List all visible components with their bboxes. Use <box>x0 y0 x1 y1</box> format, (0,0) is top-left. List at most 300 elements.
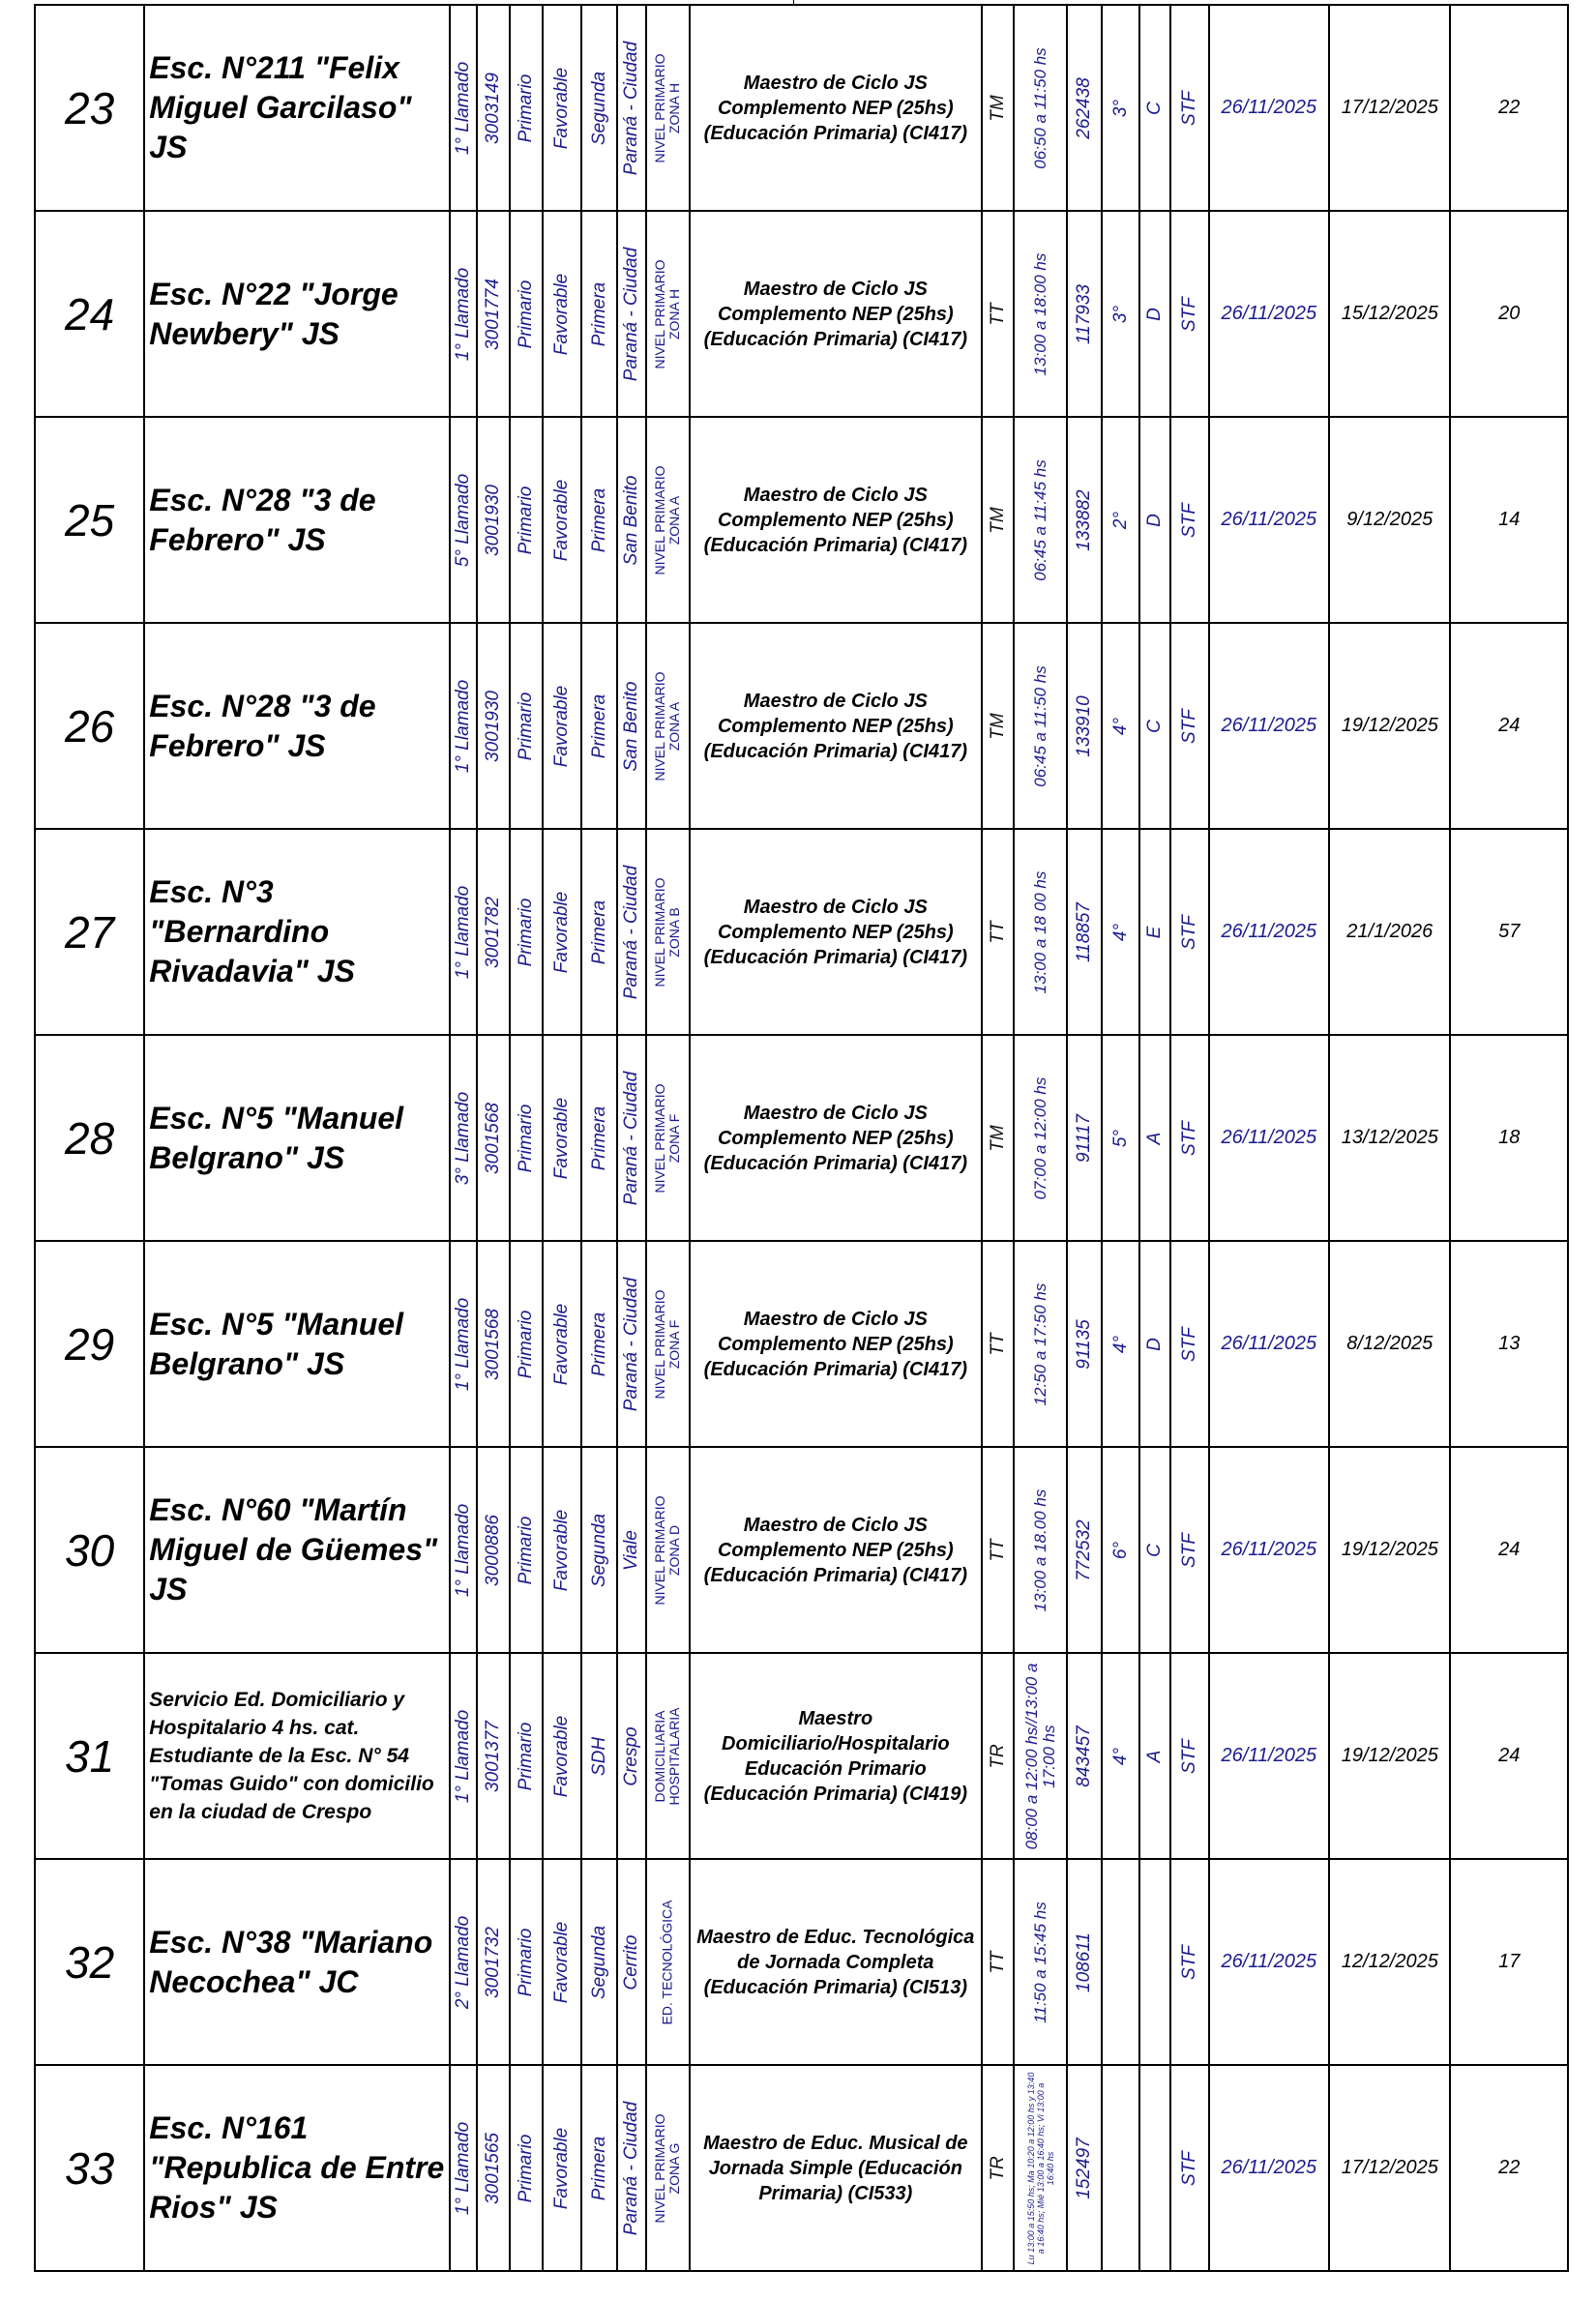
aptitude-text: Favorable <box>551 891 573 973</box>
row-number: 32 <box>35 1859 144 2065</box>
category-text: Primera <box>588 281 609 346</box>
category-text: Primera <box>588 899 609 964</box>
days-count: 20 <box>1450 211 1568 417</box>
zone-level-text: NIVEL PRIMARIO <box>652 258 668 369</box>
llamado-text: 1° Llamado <box>453 1297 474 1391</box>
llamado-text: 1° Llamado <box>453 1503 474 1597</box>
llamado-text: 1° Llamado <box>453 267 474 361</box>
division-text: D <box>1144 307 1166 321</box>
cell-schedule <box>1014 2065 1067 2271</box>
zone-level-text: NIVEL PRIMARIO <box>652 52 668 163</box>
cell-aptitude <box>543 1035 581 1241</box>
days-count: 24 <box>1450 1653 1568 1859</box>
cell-cuil <box>1067 829 1102 1035</box>
school-name: Esc. N°161 "Republica de Entre Rios" JS <box>144 2065 450 2271</box>
publication-date: 26/11/2025 <box>1209 623 1329 829</box>
category-text: Segunda <box>588 1513 609 1587</box>
school-name: Esc. N°5 "Manuel Belgrano" JS <box>144 1241 450 1447</box>
category-text: Primera <box>588 2136 609 2200</box>
cell-division <box>1139 1241 1170 1447</box>
cell-schedule <box>1014 1241 1067 1447</box>
zone-name-text: ZONA H <box>666 288 683 339</box>
publication-date: 26/11/2025 <box>1209 1035 1329 1241</box>
cell-turno <box>982 2065 1014 2271</box>
division-text: A <box>1144 1132 1166 1144</box>
aptitude-text: Favorable <box>551 685 573 767</box>
days-count: 22 <box>1450 5 1568 211</box>
grade-text: 2° <box>1109 511 1131 529</box>
cell-schedule <box>1014 1447 1067 1653</box>
school-name: Esc. N°22 "Jorge Newbery" JS <box>144 211 450 417</box>
cell-grade <box>1102 1241 1138 1447</box>
cell-turno <box>982 1241 1014 1447</box>
cell-situation <box>1170 1447 1208 1653</box>
zone-text <box>653 1289 682 1399</box>
zone-level-text: ED. TECNOLÓGICA <box>659 1900 675 2024</box>
table-row <box>35 1035 1568 1241</box>
cell-division <box>1139 1859 1170 2065</box>
cell-level <box>510 829 543 1035</box>
cell-llamado <box>450 829 477 1035</box>
situation-text: STF <box>1178 90 1199 126</box>
division-text: C <box>1144 719 1166 733</box>
days-count: 24 <box>1450 1447 1568 1653</box>
cell-zone <box>646 829 690 1035</box>
level-text: Primario <box>515 74 536 142</box>
cell-situation <box>1170 417 1208 623</box>
table-row <box>35 417 1568 623</box>
publication-date: 26/11/2025 <box>1209 211 1329 417</box>
cell-location <box>617 1859 646 2065</box>
location-text: Cerrito <box>620 1933 641 1990</box>
publication-date: 26/11/2025 <box>1209 5 1329 211</box>
closing-date: 19/12/2025 <box>1329 1447 1450 1653</box>
zone-name-text: ZONA H <box>666 82 683 133</box>
situation-text: STF <box>1178 502 1199 538</box>
cell-code <box>477 1859 509 2065</box>
situation-text: STF <box>1178 1120 1199 1156</box>
position-title: Maestro Domiciliario/Hospitalario Educación Primario (Educación Primaria) (CI419) <box>690 1653 982 1859</box>
cell-grade <box>1102 2065 1138 2271</box>
cell-location <box>617 417 646 623</box>
location-text: San Benito <box>620 475 641 565</box>
cell-grade <box>1102 1447 1138 1653</box>
zone-name-text: ZONA B <box>666 906 683 958</box>
days-count: 17 <box>1450 1859 1568 2065</box>
turno-text: TT <box>987 302 1008 326</box>
position-title: Maestro de Ciclo JS Complemento NEP (25hs) (Educación Primaria) (CI417) <box>690 1035 982 1241</box>
cell-schedule <box>1014 211 1067 417</box>
cell-grade <box>1102 417 1138 623</box>
location-text: Paraná - Ciudad <box>620 865 641 999</box>
aptitude-text: Favorable <box>551 2127 573 2209</box>
category-text: Primera <box>588 487 609 552</box>
cell-schedule <box>1014 1035 1067 1241</box>
cell-situation <box>1170 211 1208 417</box>
cell-code <box>477 1653 509 1859</box>
cell-zone <box>646 1035 690 1241</box>
cell-schedule <box>1014 1653 1067 1859</box>
publication-date: 26/11/2025 <box>1209 1859 1329 2065</box>
grade-text: 6° <box>1109 1541 1131 1559</box>
llamado-text: 1° Llamado <box>453 885 474 979</box>
schedule-text: 06:45 a 11:45 hs <box>1030 458 1049 581</box>
cell-schedule <box>1014 5 1067 211</box>
publication-date: 26/11/2025 <box>1209 2065 1329 2271</box>
cell-category <box>581 1859 616 2065</box>
cell-division <box>1139 829 1170 1035</box>
grade-text: 3° <box>1109 305 1131 323</box>
cell-cuil <box>1067 1859 1102 2065</box>
cell-aptitude <box>543 829 581 1035</box>
position-title: Maestro de Ciclo JS Complemento NEP (25hs) (Educación Primaria) (CI417) <box>690 211 982 417</box>
cell-llamado <box>450 1859 477 2065</box>
grade-text: 3° <box>1109 99 1131 117</box>
turno-text: TM <box>987 1124 1008 1152</box>
cell-cuil <box>1067 2065 1102 2271</box>
turno-text: TM <box>987 94 1008 122</box>
cell-situation <box>1170 1241 1208 1447</box>
closing-date: 21/1/2026 <box>1329 829 1450 1035</box>
closing-date: 17/12/2025 <box>1329 2065 1450 2271</box>
closing-date: 19/12/2025 <box>1329 623 1450 829</box>
llamado-text: 2° Llamado <box>453 1915 474 2009</box>
llamado-text: 5° Llamado <box>453 473 474 567</box>
zone-text <box>653 465 682 575</box>
location-text: Crespo <box>620 1725 641 1786</box>
turno-text: TR <box>987 1743 1008 1769</box>
cell-aptitude <box>543 1447 581 1653</box>
cell-category <box>581 417 616 623</box>
position-title: Maestro de Ciclo JS Complemento NEP (25hs) (Educación Primaria) (CI417) <box>690 623 982 829</box>
rows-body <box>35 5 1568 2271</box>
level-text: Primario <box>515 1310 536 1378</box>
schedule-text: 13:00 a 18.00 hs <box>1030 1489 1049 1611</box>
cell-llamado <box>450 1653 477 1859</box>
cuil-text: 91117 <box>1074 1113 1095 1163</box>
cell-location <box>617 5 646 211</box>
cell-category <box>581 1035 616 1241</box>
cell-turno <box>982 829 1014 1035</box>
division-text: A <box>1144 1750 1166 1762</box>
row-number: 30 <box>35 1447 144 1653</box>
zone-name-text: ZONA F <box>666 1319 683 1369</box>
row-number: 28 <box>35 1035 144 1241</box>
cell-category <box>581 1447 616 1653</box>
publication-date: 26/11/2025 <box>1209 1653 1329 1859</box>
situation-text: STF <box>1178 1738 1199 1774</box>
cell-location <box>617 211 646 417</box>
code-text: 3001782 <box>482 896 503 968</box>
position-title: Maestro de Ciclo JS Complemento NEP (25hs) (Educación Primaria) (CI417) <box>690 1447 982 1653</box>
cell-division <box>1139 1653 1170 1859</box>
code-text: 3001930 <box>482 484 503 556</box>
cell-division <box>1139 417 1170 623</box>
school-name: Esc. N°211 "Felix Miguel Garcilaso" JS <box>144 5 450 211</box>
zone-name-text: ZONA G <box>666 2142 683 2194</box>
cell-cuil <box>1067 417 1102 623</box>
cell-situation <box>1170 623 1208 829</box>
zone-name-text: ZONA F <box>666 1113 683 1163</box>
cell-category <box>581 2065 616 2271</box>
publication-date: 26/11/2025 <box>1209 829 1329 1035</box>
cuil-text: 133882 <box>1074 488 1095 551</box>
row-number: 27 <box>35 829 144 1035</box>
cell-zone <box>646 5 690 211</box>
turno-text: TT <box>987 1950 1008 1974</box>
table-row <box>35 1859 1568 2065</box>
table-row <box>35 1447 1568 1653</box>
code-text: 3001568 <box>482 1308 503 1380</box>
category-text: Primera <box>588 1106 609 1170</box>
aptitude-text: Favorable <box>551 1921 573 2003</box>
cell-turno <box>982 5 1014 211</box>
cuil-text: 772532 <box>1074 1519 1095 1581</box>
position-title: Maestro de Ciclo JS Complemento NEP (25hs) (Educación Primaria) (CI417) <box>690 829 982 1035</box>
days-count: 14 <box>1450 417 1568 623</box>
llamado-text: 1° Llamado <box>453 1709 474 1803</box>
days-count: 24 <box>1450 623 1568 829</box>
llamado-text: 1° Llamado <box>453 679 474 773</box>
turno-text: TR <box>987 2155 1008 2181</box>
cuil-text: 262438 <box>1074 76 1095 139</box>
division-text: C <box>1144 1543 1166 1557</box>
row-number: 26 <box>35 623 144 829</box>
schedule-text: 13:00 a 18 00 hs <box>1030 870 1049 993</box>
code-text: 3001377 <box>482 1720 503 1792</box>
turno-text: TM <box>987 712 1008 740</box>
position-title: Maestro de Educ. Musical de Jornada Simple (Educación Primaria) (CI533) <box>690 2065 982 2271</box>
zone-text <box>653 877 682 987</box>
location-text: Paraná - Ciudad <box>620 247 641 381</box>
cell-grade <box>1102 1653 1138 1859</box>
division-text: D <box>1144 1337 1166 1351</box>
category-text: Primera <box>588 1312 609 1376</box>
turno-text: TT <box>987 920 1008 944</box>
table-row <box>35 829 1568 1035</box>
cell-grade <box>1102 829 1138 1035</box>
zone-text <box>653 2113 682 2223</box>
cell-grade <box>1102 5 1138 211</box>
school-name: Esc. N°5 "Manuel Belgrano" JS <box>144 1035 450 1241</box>
zone-level-text: DOMICILIARIA <box>652 1710 668 1802</box>
location-text: Paraná - Ciudad <box>620 41 641 175</box>
division-text: E <box>1144 926 1166 938</box>
cell-aptitude <box>543 1653 581 1859</box>
cell-zone <box>646 623 690 829</box>
schedule-text: 12:50 a 17:50 hs <box>1030 1283 1049 1405</box>
cell-schedule <box>1014 829 1067 1035</box>
cell-turno <box>982 623 1014 829</box>
cell-cuil <box>1067 211 1102 417</box>
category-text: SDH <box>588 1736 609 1776</box>
zone-level-text: NIVEL PRIMARIO <box>652 1494 668 1606</box>
days-count: 22 <box>1450 2065 1568 2271</box>
zone-name-text: HOSPITALARIA <box>666 1707 683 1805</box>
zone-text <box>653 671 682 781</box>
cell-code <box>477 5 509 211</box>
cell-situation <box>1170 829 1208 1035</box>
position-title: Maestro de Ciclo JS Complemento NEP (25hs) (Educación Primaria) (CI417) <box>690 5 982 211</box>
cell-grade <box>1102 1859 1138 2065</box>
level-text: Primario <box>515 1516 536 1584</box>
situation-text: STF <box>1178 1326 1199 1362</box>
cell-aptitude <box>543 417 581 623</box>
aptitude-text: Favorable <box>551 1097 573 1179</box>
vacancies-table <box>34 4 1569 2272</box>
situation-text: STF <box>1178 914 1199 950</box>
position-title: Maestro de Educ. Tecnológica de Jornada Completa (Educación Primaria) (CI513) <box>690 1859 982 2065</box>
closing-date: 13/12/2025 <box>1329 1035 1450 1241</box>
cell-location <box>617 623 646 829</box>
category-text: Segunda <box>588 1925 609 1999</box>
cell-division <box>1139 2065 1170 2271</box>
cell-llamado <box>450 623 477 829</box>
cell-level <box>510 417 543 623</box>
cell-code <box>477 623 509 829</box>
zone-level-text: NIVEL PRIMARIO <box>652 464 668 575</box>
cell-turno <box>982 1859 1014 2065</box>
code-text: 3000886 <box>482 1514 503 1586</box>
cell-zone <box>646 417 690 623</box>
cell-cuil <box>1067 623 1102 829</box>
schedule-text: 06:45 a 11:50 hs <box>1030 664 1049 787</box>
cuil-text: 91135 <box>1074 1318 1095 1370</box>
grade-text: 5° <box>1109 1129 1131 1147</box>
cell-situation <box>1170 2065 1208 2271</box>
cell-level <box>510 5 543 211</box>
cell-schedule <box>1014 417 1067 623</box>
cell-cuil <box>1067 5 1102 211</box>
position-title: Maestro de Ciclo JS Complemento NEP (25hs) (Educación Primaria) (CI417) <box>690 1241 982 1447</box>
cell-division <box>1139 211 1170 417</box>
grade-text: 4° <box>1109 717 1131 735</box>
row-number: 25 <box>35 417 144 623</box>
level-text: Primario <box>515 280 536 348</box>
zone-text <box>653 53 682 162</box>
cell-llamado <box>450 1035 477 1241</box>
cell-level <box>510 211 543 417</box>
aptitude-text: Favorable <box>551 67 573 149</box>
zone-text <box>661 1900 675 2024</box>
school-name: Esc. N°60 "Martín Miguel de Güemes" JS <box>144 1447 450 1653</box>
cell-location <box>617 2065 646 2271</box>
code-text: 3001565 <box>482 2132 503 2204</box>
cell-cuil <box>1067 1035 1102 1241</box>
situation-text: STF <box>1178 1944 1199 1980</box>
cuil-text: 108611 <box>1074 1931 1095 1992</box>
cell-turno <box>982 1035 1014 1241</box>
cell-schedule <box>1014 623 1067 829</box>
cell-situation <box>1170 5 1208 211</box>
cuil-text: 133910 <box>1074 694 1095 757</box>
cell-aptitude <box>543 623 581 829</box>
level-text: Primario <box>515 1928 536 1996</box>
days-count: 57 <box>1450 829 1568 1035</box>
cell-aptitude <box>543 5 581 211</box>
cell-grade <box>1102 1035 1138 1241</box>
days-count: 13 <box>1450 1241 1568 1447</box>
schedule-text: Lu 13:00 a 15:50 hs; Ma 10:20 a 12:00 hs y 13:40 a 16:40 hs; Mié 13:00 a 16:40 hs; Vi 13:00 a 16:40 hs <box>1025 2072 1055 2264</box>
schedule-text: 11:50 a 15:45 hs <box>1030 1901 1049 2023</box>
division-text: D <box>1144 513 1166 527</box>
code-text: 3003149 <box>482 72 503 144</box>
cell-zone <box>646 1447 690 1653</box>
llamado-text: 3° Llamado <box>453 1091 474 1185</box>
grade-text: 4° <box>1109 1335 1131 1353</box>
level-text: Primario <box>515 898 536 966</box>
cell-situation <box>1170 1859 1208 2065</box>
location-text: San Benito <box>620 681 641 771</box>
code-text: 3001568 <box>482 1102 503 1174</box>
table-row <box>35 211 1568 417</box>
publication-date: 26/11/2025 <box>1209 417 1329 623</box>
cell-level <box>510 623 543 829</box>
cell-schedule <box>1014 1859 1067 2065</box>
cell-llamado <box>450 1447 477 1653</box>
level-text: Primario <box>515 1722 536 1790</box>
cell-grade <box>1102 623 1138 829</box>
closing-date: 9/12/2025 <box>1329 417 1450 623</box>
level-text: Primario <box>515 2134 536 2202</box>
row-number: 24 <box>35 211 144 417</box>
zone-text <box>653 1495 682 1605</box>
cuil-text: 843457 <box>1074 1725 1095 1787</box>
cell-situation <box>1170 1653 1208 1859</box>
cell-zone <box>646 1241 690 1447</box>
cell-location <box>617 1035 646 1241</box>
closing-date: 8/12/2025 <box>1329 1241 1450 1447</box>
cell-location <box>617 1241 646 1447</box>
cell-llamado <box>450 1241 477 1447</box>
cell-zone <box>646 1653 690 1859</box>
school-name: Esc. N°28 "3 de Febrero" JS <box>144 623 450 829</box>
turno-text: TT <box>987 1538 1008 1562</box>
division-text: C <box>1144 101 1166 115</box>
closing-date: 17/12/2025 <box>1329 5 1450 211</box>
table-row <box>35 1241 1568 1447</box>
schedule-text: 13:00 a 18:00 hs <box>1030 252 1049 375</box>
cell-category <box>581 5 616 211</box>
situation-text: STF <box>1178 296 1199 332</box>
cell-level <box>510 2065 543 2271</box>
cell-code <box>477 1241 509 1447</box>
grade-text: 4° <box>1109 1747 1131 1765</box>
code-text: 3001732 <box>482 1926 503 1998</box>
zone-name-text: ZONA A <box>666 495 683 545</box>
cell-code <box>477 211 509 417</box>
cell-location <box>617 1653 646 1859</box>
days-count: 18 <box>1450 1035 1568 1241</box>
code-text: 3001930 <box>482 690 503 762</box>
cell-code <box>477 417 509 623</box>
school-name: Esc. N°28 "3 de Febrero" JS <box>144 417 450 623</box>
zone-text <box>653 1707 682 1805</box>
cell-llamado <box>450 2065 477 2271</box>
cell-llamado <box>450 5 477 211</box>
cell-situation <box>1170 1035 1208 1241</box>
cell-aptitude <box>543 1241 581 1447</box>
situation-text: STF <box>1178 1532 1199 1568</box>
cell-zone <box>646 1859 690 2065</box>
zone-level-text: NIVEL PRIMARIO <box>652 670 668 781</box>
row-number: 31 <box>35 1653 144 1859</box>
zone-level-text: NIVEL PRIMARIO <box>652 876 668 988</box>
cell-turno <box>982 417 1014 623</box>
zone-name-text: ZONA D <box>666 1524 683 1576</box>
cell-aptitude <box>543 1859 581 2065</box>
situation-text: STF <box>1178 708 1199 744</box>
